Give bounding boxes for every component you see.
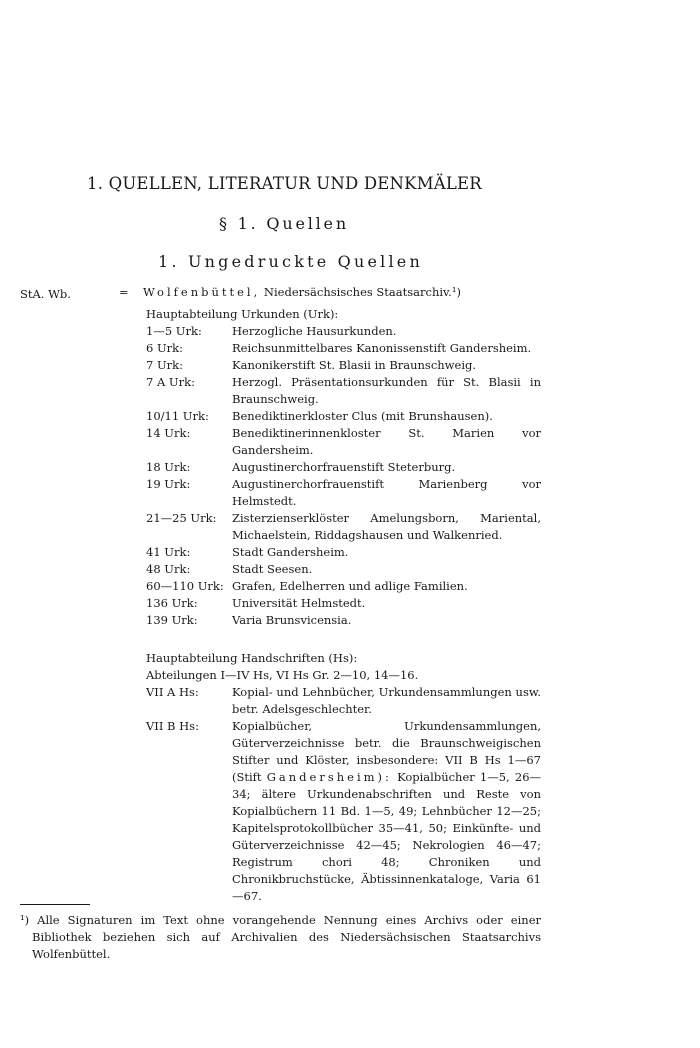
signature: VII B Hs: [146,719,199,733]
footnote-rule [20,904,90,905]
description-part: Kopialbücher 1—5, 26—34; ältere Urkundenabschriften und Reste von Kopialbüchern 11 Bd. 1—5, 49; Lehnbücher 12—25; Kapitelsprotokollbücher 35—41, 50; Einkünfte- und Güterverzeichnisse 42—45; Nekrologien 46—47; Registrum chori 48; Chroniken und Chronikbruchstücke, Äbtissinnenkataloge, Varia 61—67. [232,770,542,903]
signature: 136 Urk: [146,596,198,610]
urkunden-heading: Hauptabteilung Urkunden (Urk): [146,307,339,321]
description: Stadt Gandersheim. [232,545,349,559]
description: Benediktinerinnenkloster St. Marien vor Gandersheim. [232,426,541,457]
description: Kanonikerstift St. Blasii in Braunschweig. [232,358,477,372]
signature: 41 Urk: [146,545,191,559]
section-title: § 1. Quellen [219,214,349,233]
signature: 6 Urk: [146,341,184,355]
archive-line [119,285,461,299]
signature: VII A Hs: [146,685,199,699]
urkunden-block [146,306,541,629]
signature: 14 Urk: [146,426,191,440]
description-part: Kopialbücher, Urkundensammlungen, Güterverzeichnisse betr. die Braunschweigischen Stifter und Klöster, insbesondere: VII B Hs 1—67 (Stift [232,719,541,784]
list-item [146,544,541,561]
chapter-title: 1. QUELLEN, LITERATUR UND DENKMÄLER [87,174,482,193]
list-item [146,408,541,425]
list-item [146,595,541,612]
signature: 7 Urk: [146,358,184,372]
description: Stadt Seesen. [232,562,313,576]
description: Augustinerchorfrauenstift Steterburg. [232,460,456,474]
list-item [146,561,541,578]
list-item [146,323,541,340]
signature: 48 Urk: [146,562,191,576]
description [232,718,541,905]
description-spaced: Gandersheim): [266,770,392,784]
list-item [146,476,541,510]
list-item [146,374,541,408]
signature: 19 Urk: [146,477,191,491]
list-item [146,718,541,905]
signature: 1—5 Urk: [146,324,202,338]
description: Kopial- und Lehnbücher, Urkundensammlungen usw. betr. Adelsgeschlechter. [232,685,541,716]
signature: 18 Urk: [146,460,191,474]
description: Herzogliche Hausurkunden. [232,324,397,338]
signature: 139 Urk: [146,613,198,627]
description: Zisterzienserklöster Amelungsborn, Mariental, Michaelstein, Riddagshausen und Walkenried. [232,511,541,542]
signature: 7 A Urk: [146,375,195,389]
footnote [20,912,541,963]
list-item [146,612,541,629]
description: Herzogl. Präsentationsurkunden für St. Blasii in Braunschweig. [232,375,541,406]
handschriften-heading: Hauptabteilung Handschriften (Hs): [146,651,358,665]
footnote-text: ¹) Alle Signaturen im Text ohne vorangehende Nennung eines Archivs oder einer Bibliothek beziehen sich auf Archivalien des Niedersächsischen Staatsarchivs Wolfenbüttel. [20,913,541,961]
description: Benediktinerkloster Clus (mit Brunshausen). [232,409,493,423]
list-item [146,459,541,476]
description: Universität Helmstedt. [232,596,366,610]
description: Reichsunmittelbares Kanonissenstift Gandersheim. [232,341,532,355]
description: Varia Brunsvicensia. [232,613,352,627]
signature: 60—110 Urk: [146,579,224,593]
urkunden-list [146,323,541,629]
list-item [146,357,541,374]
handschriften-line: Abteilungen I—IV Hs, VI Hs Gr. 2—10, 14—16. [146,668,419,682]
archive-place: Wolfenbüttel, [143,285,261,299]
list-item [146,510,541,544]
description: Grafen, Edelherren und adlige Familien. [232,579,468,593]
subsection-title: 1. Ungedruckte Quellen [158,252,423,271]
list-item [146,684,541,718]
handschriften-block [146,650,541,905]
description: Augustinerchorfrauenstift Marienberg vor Helmstedt. [232,477,541,508]
list-item [146,578,541,595]
list-item [146,340,541,357]
archive-abbreviation: StA. Wb. [20,287,71,301]
list-item [146,425,541,459]
signature: 21—25 Urk: [146,511,217,525]
archive-name: Niedersächsisches Staatsarchiv.¹) [263,285,461,299]
equals-sign: = [119,285,129,299]
signature: 10/11 Urk: [146,409,209,423]
